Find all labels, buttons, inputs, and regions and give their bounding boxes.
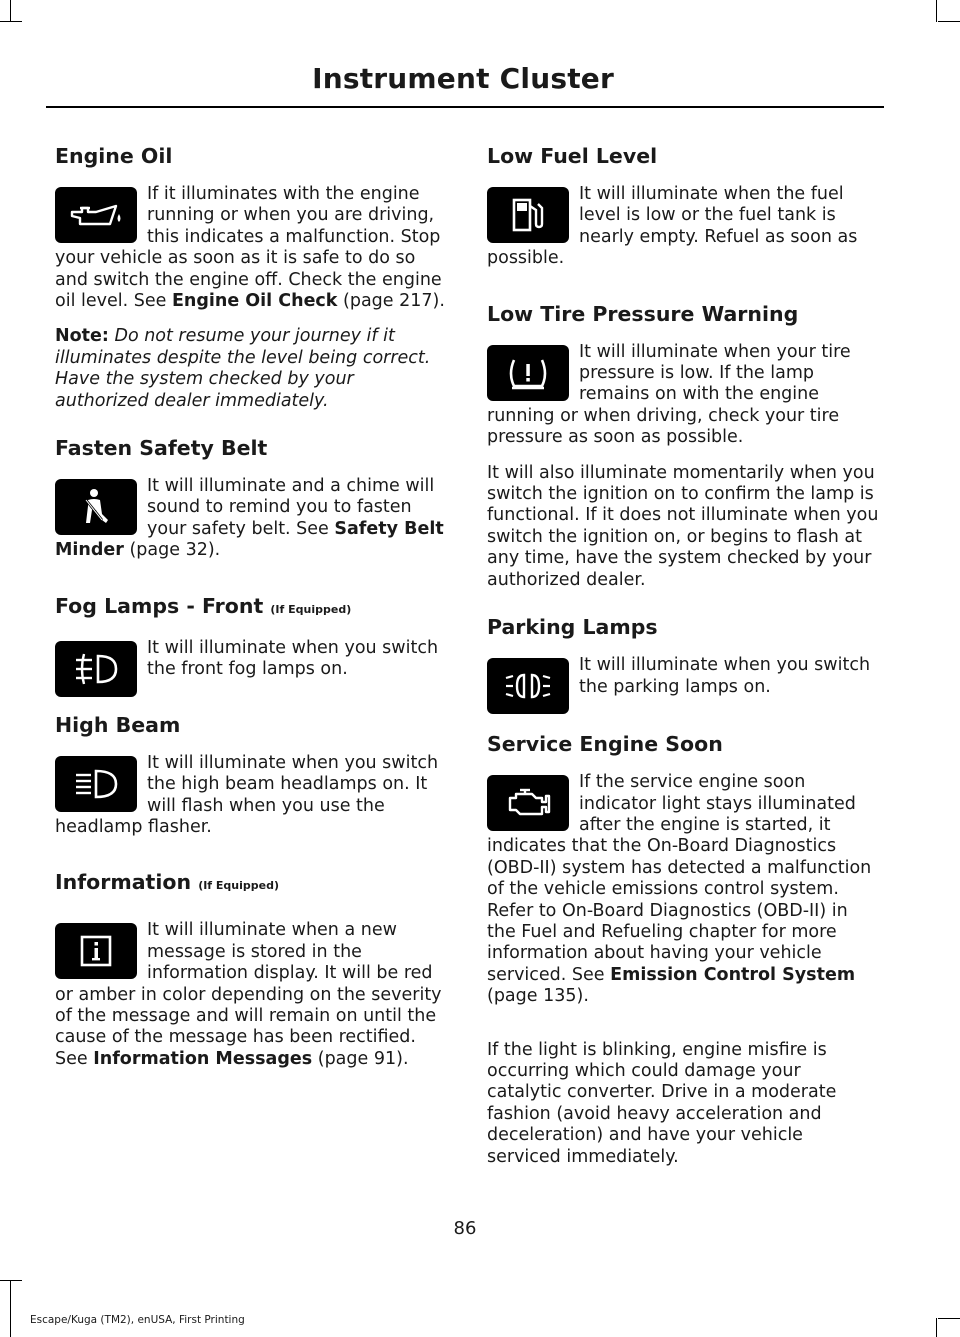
section-body-continued: If the light is blinking, engine misfire is occurring which could damage your catalytic converter. Drive in a moderate fashion (avoid heavy acceleration and deceleration) and have your vehicle serviced immediately. bbox=[487, 1039, 837, 1167]
page-link[interactable]: Information Messages bbox=[93, 1048, 313, 1069]
equipped-tag: (If Equipped) bbox=[270, 602, 352, 616]
section-title-text: Fog Lamps - Front bbox=[55, 593, 264, 618]
section-title bbox=[55, 866, 447, 902]
section-low-fuel bbox=[487, 140, 879, 284]
information-icon bbox=[55, 923, 137, 979]
body-text: It will illuminate and a chime will sound to remind you to fasten your safety belt. See bbox=[147, 476, 435, 539]
crop-mark bbox=[936, 1318, 937, 1337]
body-text: It will illuminate when the fuel level is low or the fuel tank is nearly empty. Refuel as soon as possible. bbox=[487, 184, 858, 269]
body-text: It will illuminate when a new message is stored in the information display. It will be red or amber in color depending on the severity of the message and will remain on until the cause of the message has been rectified. See bbox=[55, 920, 442, 1069]
chapter-title: Instrument Cluster bbox=[312, 62, 614, 95]
section-fog-lamps bbox=[55, 590, 447, 701]
crop-mark bbox=[0, 1280, 22, 1281]
page-link[interactable]: Emission Control System bbox=[610, 964, 856, 985]
page-ref: (page 217). bbox=[337, 291, 445, 312]
page-link[interactable]: Engine Oil Check bbox=[171, 291, 338, 312]
page-number: 86 bbox=[453, 1218, 477, 1239]
seatbelt-icon bbox=[55, 479, 137, 535]
body-text: It will illuminate when you switch the high beam headlamps on. It will flash when you use the headlamp flasher. bbox=[55, 752, 439, 837]
body-text: It will illuminate when your tire pressure is low. If the lamp remains on with the engine running or when driving, check your tire pressure as soon as possible. bbox=[487, 341, 851, 448]
section-engine-oil bbox=[55, 140, 447, 412]
fuel-pump-icon bbox=[487, 187, 569, 243]
check-engine-icon bbox=[487, 775, 569, 831]
crop-mark bbox=[938, 1318, 960, 1319]
section-title: Low Tire Pressure Warning bbox=[487, 301, 799, 326]
page-ref: (page 91). bbox=[312, 1048, 409, 1069]
header-divider bbox=[46, 106, 884, 108]
front-fog-lamp-icon bbox=[55, 641, 137, 697]
section-body bbox=[55, 184, 447, 312]
right-column bbox=[487, 140, 879, 1182]
note bbox=[55, 326, 447, 412]
tire-pressure-icon bbox=[487, 345, 569, 401]
section-title bbox=[55, 590, 447, 626]
body-text: It will illuminate when you switch the front fog lamps on. bbox=[147, 637, 439, 680]
section-title: Service Engine Soon bbox=[487, 732, 723, 757]
section-title: Low Fuel Level bbox=[487, 144, 658, 168]
section-title: Engine Oil bbox=[55, 144, 173, 168]
crop-mark bbox=[10, 1280, 11, 1337]
equipped-tag: (If Equipped) bbox=[198, 879, 280, 893]
crop-mark bbox=[938, 21, 960, 22]
note-label: Note: bbox=[55, 326, 109, 347]
section-high-beam bbox=[55, 709, 447, 853]
page-link[interactable]: Safety Belt Minder bbox=[55, 518, 444, 561]
section-title: High Beam bbox=[55, 712, 181, 737]
section-tire-pressure bbox=[487, 298, 879, 591]
crop-mark bbox=[0, 21, 22, 22]
section-title: Parking Lamps bbox=[487, 615, 658, 640]
body-text: If the service engine soon indicator light stays illuminated after the engine is started, it indicates that the On-Board Diagnostics (OBD-II) system has detected a malfunction of the vehicle emissions control system. Refer to On-Board Diagnostics (OBD-II) in the Fuel and Refueling chapter for more information about having your vehicle serviced. See bbox=[487, 772, 872, 985]
section-body bbox=[55, 476, 447, 562]
left-column bbox=[55, 140, 447, 1084]
section-title-text: Information bbox=[55, 870, 192, 895]
section-body bbox=[55, 638, 447, 681]
parking-lamps-icon bbox=[487, 658, 569, 714]
crop-mark bbox=[10, 0, 11, 22]
section-service-engine bbox=[487, 728, 879, 1168]
high-beam-icon bbox=[55, 756, 137, 812]
note-text: Do not resume your journey if it illuminates despite the level being correct. Have the system checked by your authorized dealer immediately. bbox=[55, 326, 431, 411]
section-body bbox=[55, 753, 447, 839]
body-text: If it illuminates with the engine running or when you are driving, this indicates a malfunction. Stop your vehicle as soon as it is safe to do so and switch the engine off. Check the engine oil level. See bbox=[55, 184, 442, 312]
page-ref: (page 135). bbox=[487, 986, 589, 1007]
section-body bbox=[487, 342, 879, 449]
crop-mark bbox=[936, 0, 937, 22]
oil-can-icon bbox=[55, 187, 137, 243]
section-body bbox=[487, 184, 879, 270]
section-body-continued: It will also illuminate momentarily when you switch the ignition on to confirm the lamp is functional. If it does not illuminate when you switch the ignition on, or begins to flash at any time, have the system checked by your authorized dealer. bbox=[487, 462, 879, 590]
section-body bbox=[487, 655, 879, 698]
section-body bbox=[55, 920, 447, 1070]
edition-footer: Escape/Kuga (TM2), enUSA, First Printing bbox=[30, 1314, 245, 1326]
section-parking-lamps bbox=[487, 611, 879, 718]
section-body bbox=[487, 772, 879, 1007]
body-text: It will illuminate when you switch the parking lamps on. bbox=[579, 655, 871, 697]
section-title: Fasten Safety Belt bbox=[55, 436, 268, 461]
section-information bbox=[55, 866, 447, 1084]
page-ref: (page 32). bbox=[123, 540, 221, 561]
section-safety-belt bbox=[55, 432, 447, 576]
